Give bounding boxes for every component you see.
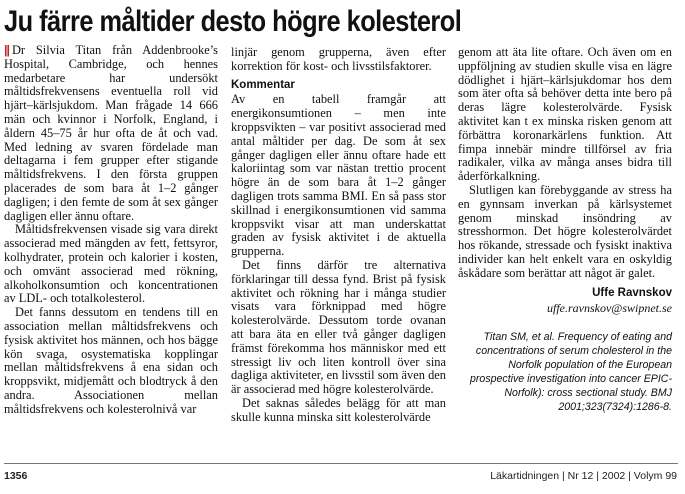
comment-heading: Kommentar bbox=[231, 78, 295, 91]
author-email: uffe.ravnskov@swipnet.se bbox=[546, 301, 672, 316]
paragraph: Slutligen kan förebyggande av stress ha en gynnsam inverkan på kärlsystemet genom minskad insöndring av stresshormon. Det högre kolesterolvärdet hos rökande, stressade och fysiskt inaktiva individer kan helt enkelt vara en oskyldig åskådare som berättar att något är galet. bbox=[458, 182, 672, 280]
journal-info: Läkartidningen | Nr 12 | 2002 | Volym 99 bbox=[490, 470, 677, 482]
paragraph: genom att äta lite oftare. Och även om en uppföljning av studien skulle visa en lägre dödlighet i hjärt–kärlsjukdomar hos dem som äter ofta så behöver detta inte bero på deras lägre kolesterolvärde. Fysisk aktivitet kan t ex minska risken genom att förbättra koronarkärlens funktion. Att fimpa innebär mindre tillförsel av fria radikaler, vilka av många anses bidra till åderförkalkning. bbox=[458, 45, 672, 184]
article-column-1 bbox=[4, 44, 218, 417]
article-column-3 bbox=[458, 46, 672, 414]
paragraph: linjär genom grupperna, även efter korrektion för kost- och livsstilsfaktorer. bbox=[231, 45, 446, 73]
paragraph bbox=[4, 44, 218, 223]
paragraph: Det finns därför tre alternativa förklaringar till dessa fynd. Brist på fysisk aktivitet och rökning har i många studier visats vara förknippad med högre kolesterolvärde. Dessutom torde ovanan att bara äta en eller två gånger dagligen främst förekomma hos människor med ett stressigt liv och liten kontroll över sina dagliga aktiviteter, en livsstil som även den är associerad med högre kolesterolvärde. bbox=[231, 257, 446, 397]
footer-divider bbox=[4, 463, 678, 464]
article-title: Ju färre måltider desto högre kolesterol bbox=[4, 5, 462, 38]
paragraph: Det fanns dessutom en tendens till en association mellan måltidsfrekvens och fysisk aktivitet hos männen, och hos bägge kön svaga, osystematiska kopplingar mellan måltidsfrekvens å ena sidan och kroppsvikt, midjemått och blodtryck å den andra. Associationen mellan måltidsfrekvens och kolesterolnivå var bbox=[4, 305, 218, 416]
page-number: 1356 bbox=[4, 470, 28, 482]
article-column-2 bbox=[231, 46, 446, 425]
reference-citation: Titan SM, et al. Frequency of eating and concentrations of serum cholesterol in the Norfolk population of the European prospective investigation into cancer EPIC-Norfolk): cross sectional study. BMJ 2001;323(7324):1286-8. bbox=[470, 331, 672, 414]
author-name: Uffe Ravnskov bbox=[592, 286, 672, 299]
paragraph: Av en tabell framgår att energikonsumtionen – men inte kroppsvikten – var positivt associerad med antal måltider per dag. De som åt sex gånger dagligen eller ännu oftare hade ett kaloriintag som var nästan trettio procent högre än de som bara åt 1–2 gånger dagligen trots samma BMI. En så pass stor skillnad i energikonsumtionen vid samma kroppsvikt visar att man underskattat graden av fysisk aktivitet i de aktuella grupperna. bbox=[231, 92, 446, 259]
section-marker-icon: || bbox=[4, 43, 9, 57]
paragraph: Det saknas således belägg för att man skulle kunna minska sitt kolesterolvärde bbox=[231, 395, 446, 424]
paragraph-text: Dr Silvia Titan från Addenbrooke’s Hospital, Cambridge, och hennes medarbetare har undersökt måltidsfrekvensens eventuella roll vid hjärt–kärlsjukdom. Man frågade 14 666 män och kvinnor i Norfolk, England, i åldern 45–75 år hur ofta de åt och vad. Med ledning av svaren fördelade man deltagarna i fem grupper efter stigande måltidsfrekvens. I den första gruppen placerades de som bara åt 1–2 gånger dagligen; i den femte de som åt sex gånger dagligen eller ännu oftare. bbox=[4, 43, 218, 223]
paragraph: Måltidsfrekvensen visade sig vara direkt associerad med mängden av fett, fettsyror, kolhydrater, protein och kalorier i kosten, och omvänt associerad med rökning, alkoholkonsumtion och koncentrationen av LDL- och totalkolesterol. bbox=[4, 222, 218, 306]
